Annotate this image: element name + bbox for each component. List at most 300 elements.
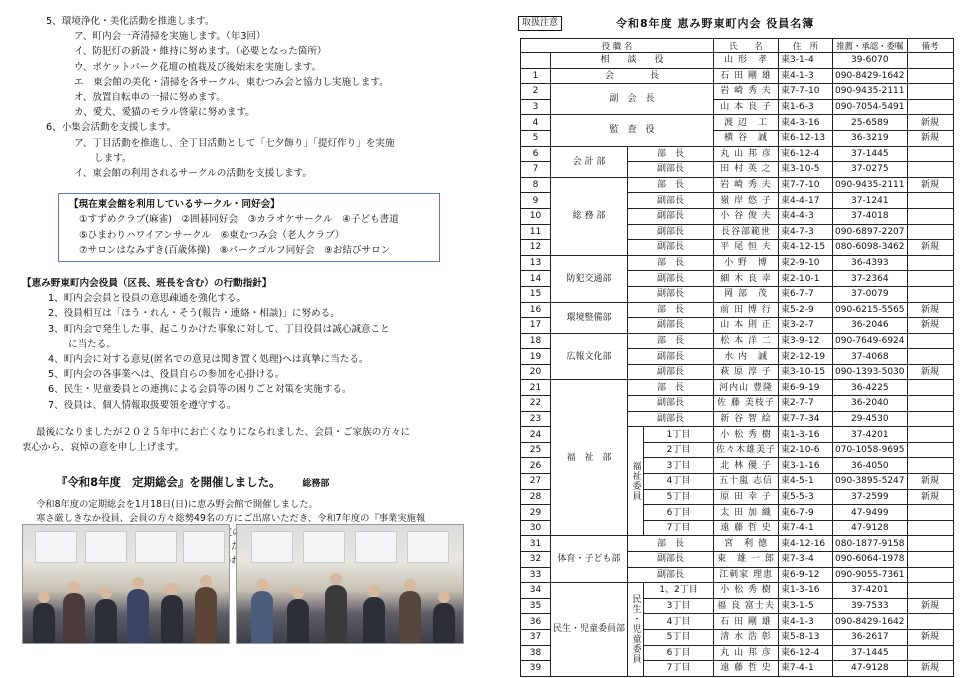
name-cell: 東 雄 一 郎 <box>714 552 779 568</box>
row-number: 4 <box>521 115 551 131</box>
note-cell <box>907 224 953 240</box>
address-cell: 東4-4-17 <box>779 193 833 209</box>
address-cell: 東7-3-4 <box>779 552 833 568</box>
address-cell: 東3-10-5 <box>779 162 833 178</box>
plan-line: オ、放置自転車の一掃に努めます。 <box>74 92 226 104</box>
address-cell: 東1-3-16 <box>779 583 833 599</box>
phone-cell: 080-1877-9158 <box>833 536 907 552</box>
row-number: 2 <box>521 84 551 100</box>
note-cell: 新規 <box>907 661 953 677</box>
plan-line: 6、小集会活動を支援します。 <box>46 122 177 134</box>
name-cell: 佐 藤 美枝子 <box>714 396 779 412</box>
row-number: 19 <box>521 349 551 365</box>
row-number: 39 <box>521 661 551 677</box>
meeting-heading <box>22 475 462 492</box>
address-cell: 東2-12-19 <box>779 349 833 365</box>
phone-cell: 36-4225 <box>833 380 907 396</box>
address-cell: 東5-2-9 <box>779 302 833 318</box>
chome-cell: 2丁目 <box>644 442 714 458</box>
note-cell: 新規 <box>907 598 953 614</box>
name-cell: 原 田 幸 子 <box>714 489 779 505</box>
guideline-item: 3、町内会で発生した事、起こりかけた事象に対して、丁目役員は誠心誠意こと <box>48 323 390 335</box>
role-cell: 副部長 <box>628 349 714 365</box>
guidelines-list <box>22 291 462 413</box>
address-cell: 東6-9-12 <box>779 567 833 583</box>
row-number: 8 <box>521 177 551 193</box>
row-number: 1 <box>521 68 551 84</box>
header-role: 役 職 名 <box>521 39 714 53</box>
name-cell: 水 内 誠 <box>714 349 779 365</box>
name-cell: 山 本 良 子 <box>714 99 779 115</box>
phone-cell: 47-9128 <box>833 661 907 677</box>
row-number: 33 <box>521 567 551 583</box>
chome-cell: 1丁目 <box>644 427 714 443</box>
left-page <box>22 14 462 568</box>
chome-cell: 6丁目 <box>644 505 714 521</box>
table-row <box>521 536 954 552</box>
circle-line: ⑦サロンはなみずき(百歳体操) ⑧パークゴルフ同好会 ⑨お結びサロン <box>79 244 391 256</box>
note-cell <box>907 333 953 349</box>
advisor-phone: 39-6070 <box>833 53 907 69</box>
meeting-line: 寒さ厳しきなか役員、会員の方々総勢49名の方にご出席いただき、令和7年度の『事業実施報 <box>36 513 426 525</box>
department-cell: 環境整備部 <box>551 302 628 333</box>
name-cell: 江刺家 理恵 <box>714 567 779 583</box>
address-cell: 東7-7-34 <box>779 411 833 427</box>
note-cell <box>907 411 953 427</box>
phone-cell: 37-1241 <box>833 193 907 209</box>
note-cell: 新規 <box>907 115 953 131</box>
note-cell <box>907 286 953 302</box>
guideline-item: に当たる。 <box>68 338 116 350</box>
note-cell <box>907 520 953 536</box>
address-cell: 東3-10-15 <box>779 364 833 380</box>
address-cell: 東7-7-10 <box>779 84 833 100</box>
note-cell <box>907 583 953 599</box>
row-number: 32 <box>521 552 551 568</box>
advisor-role: 相 談 役 <box>551 53 714 69</box>
note-cell <box>907 271 953 287</box>
row-number: 9 <box>521 193 551 209</box>
phone-cell: 37-1445 <box>833 146 907 162</box>
department-cell: 広報文化部 <box>551 333 628 380</box>
address-cell: 東4-3-16 <box>779 115 833 131</box>
guideline-item: 2、役員相互は「ほう・れん・そう(報告・連絡・相談)」に努める。 <box>48 308 340 320</box>
role-cell: 部 長 <box>628 255 714 271</box>
table-row <box>521 583 954 599</box>
name-cell: 福 良 富士夫 <box>714 598 779 614</box>
note-cell: 新規 <box>907 318 953 334</box>
table-row <box>521 255 954 271</box>
row-number: 37 <box>521 629 551 645</box>
name-cell: 佐々木雄美子 <box>714 442 779 458</box>
advisor-address: 東3-1-4 <box>779 53 833 69</box>
name-cell: 松 本 洋 二 <box>714 333 779 349</box>
row-number: 21 <box>521 380 551 396</box>
table-row <box>521 177 954 193</box>
phone-cell: 37-4201 <box>833 427 907 443</box>
address-cell: 東1-3-16 <box>779 427 833 443</box>
note-cell <box>907 396 953 412</box>
header-note: 備考 <box>907 39 953 53</box>
name-cell: 岩 崎 秀 夫 <box>714 84 779 100</box>
row-number: 15 <box>521 286 551 302</box>
row-number: 23 <box>521 411 551 427</box>
role-cell: 副部長 <box>628 396 714 412</box>
note-cell <box>907 146 953 162</box>
phone-cell: 090-9435-2111 <box>833 177 907 193</box>
note-cell <box>907 193 953 209</box>
row-number: 18 <box>521 333 551 349</box>
role-cell: 副部長 <box>628 240 714 256</box>
phone-cell: 090-3895-5247 <box>833 474 907 490</box>
table-row <box>521 84 954 100</box>
row-number: 28 <box>521 489 551 505</box>
phone-cell: 36-2040 <box>833 396 907 412</box>
committee-cell: 民生・児童委員 <box>628 583 644 677</box>
address-cell: 東3-1-16 <box>779 458 833 474</box>
note-cell: 新規 <box>907 364 953 380</box>
role-cell: 副部長 <box>628 162 714 178</box>
row-number: 30 <box>521 520 551 536</box>
row-number: 31 <box>521 536 551 552</box>
address-cell: 東4-5-1 <box>779 474 833 490</box>
name-cell: 宮 利 德 <box>714 536 779 552</box>
note-cell: 新規 <box>907 130 953 146</box>
circle-line: ⑤ひまわりハワイアンサークル ⑥東むつみ会（老人クラブ） <box>79 229 345 241</box>
phone-cell: 47-9128 <box>833 520 907 536</box>
phone-cell: 37-1445 <box>833 645 907 661</box>
role-cell: 部 長 <box>628 177 714 193</box>
memorial-line: 衷心から、哀悼の意を申し上げます。 <box>22 442 185 454</box>
phone-cell: 36-2617 <box>833 629 907 645</box>
role-cell: 副部長 <box>628 318 714 334</box>
chome-cell: 5丁目 <box>644 489 714 505</box>
table-row <box>521 68 954 84</box>
row-number <box>521 53 551 69</box>
table-row <box>521 53 954 69</box>
table-row <box>521 146 954 162</box>
meeting-photo-1 <box>22 524 230 644</box>
name-cell: 渡 辺 工 <box>714 115 779 131</box>
note-cell <box>907 567 953 583</box>
table-row <box>521 333 954 349</box>
department-cell: 総 務 部 <box>551 177 628 255</box>
guidelines <box>22 276 462 413</box>
address-cell: 東4-12-16 <box>779 536 833 552</box>
row-number: 29 <box>521 505 551 521</box>
address-cell: 東2-10-6 <box>779 442 833 458</box>
role-cell: 副部長 <box>628 552 714 568</box>
name-cell: 丸 山 邦 彦 <box>714 645 779 661</box>
address-cell: 東3-1-5 <box>779 598 833 614</box>
row-number: 7 <box>521 162 551 178</box>
guidelines-title: 【恵み野東町内会役員（区長、班長を含む）の行動指針】 <box>22 278 272 290</box>
row-number: 26 <box>521 458 551 474</box>
plan-line: ア、町内会一斉清掃を実施します。（年3回） <box>74 31 266 43</box>
address-cell: 東3-9-12 <box>779 333 833 349</box>
phone-cell: 090-8429-1642 <box>833 68 907 84</box>
address-cell: 東3-2-7 <box>779 318 833 334</box>
role-cell: 部 長 <box>628 380 714 396</box>
phone-cell: 36-4050 <box>833 458 907 474</box>
address-cell: 東5-8-13 <box>779 629 833 645</box>
row-number: 16 <box>521 302 551 318</box>
note-cell <box>907 255 953 271</box>
phone-cell: 090-8429-1642 <box>833 614 907 630</box>
phone-cell: 37-4201 <box>833 583 907 599</box>
phone-cell: 47-9499 <box>833 505 907 521</box>
row-number: 22 <box>521 396 551 412</box>
address-cell: 東6-12-4 <box>779 645 833 661</box>
row-number: 13 <box>521 255 551 271</box>
plan-line: ア、丁目活動を推進し、全丁目活動として「七夕飾り」「提灯作り」を実施 <box>74 137 395 149</box>
circle-line: ①すずめクラブ(麻雀) ②囲碁同好会 ③カラオケサークル ④子ども書道 <box>79 214 399 226</box>
address-cell: 東2-9-10 <box>779 255 833 271</box>
role-cell: 副部長 <box>628 271 714 287</box>
role-cell: 副部長 <box>628 224 714 240</box>
address-cell: 東4-1-3 <box>779 614 833 630</box>
name-cell: 遠 藤 哲 史 <box>714 520 779 536</box>
role-cell: 監 査 役 <box>551 115 714 146</box>
meeting-photo-2 <box>236 524 464 644</box>
phone-cell: 25-6589 <box>833 115 907 131</box>
plan-line: ウ、ポケットパーク花壇の植栽及び後始末を実施します。 <box>74 61 322 73</box>
phone-cell: 070-1058-9695 <box>833 442 907 458</box>
memorial-note <box>22 425 462 455</box>
note-cell <box>907 614 953 630</box>
row-number: 17 <box>521 318 551 334</box>
note-cell <box>907 380 953 396</box>
phone-cell: 090-7649-6924 <box>833 333 907 349</box>
row-number: 14 <box>521 271 551 287</box>
name-cell: 遠 藤 哲 史 <box>714 661 779 677</box>
phone-cell: 090-9055-7361 <box>833 567 907 583</box>
row-number: 34 <box>521 583 551 599</box>
note-cell: 新規 <box>907 302 953 318</box>
meeting-title: 『令和8年度 定期総会』を開催しました。 <box>56 475 281 490</box>
chome-cell: 4丁目 <box>644 614 714 630</box>
address-cell: 東4-12-15 <box>779 240 833 256</box>
address-cell: 東7-4-1 <box>779 520 833 536</box>
role-cell: 部 長 <box>628 146 714 162</box>
phone-cell: 090-9435-2111 <box>833 84 907 100</box>
note-cell: 新規 <box>907 474 953 490</box>
note-cell <box>907 427 953 443</box>
name-cell: 小 松 秀 樹 <box>714 427 779 443</box>
note-cell: 新規 <box>907 240 953 256</box>
phone-cell: 090-1393-5030 <box>833 364 907 380</box>
name-cell: 長谷部範世 <box>714 224 779 240</box>
row-number: 35 <box>521 598 551 614</box>
note-cell <box>907 162 953 178</box>
name-cell: 田 村 英 之 <box>714 162 779 178</box>
role-cell: 副部長 <box>628 208 714 224</box>
address-cell: 東6-12-13 <box>779 130 833 146</box>
phone-cell: 090-6064-1978 <box>833 552 907 568</box>
address-cell: 東6-12-4 <box>779 146 833 162</box>
department-cell: 防犯交通部 <box>551 255 628 302</box>
phone-cell: 36-4393 <box>833 255 907 271</box>
name-cell: 石 田 剛 雄 <box>714 68 779 84</box>
chome-cell: 7丁目 <box>644 661 714 677</box>
phone-cell: 090-6215-5565 <box>833 302 907 318</box>
note-cell <box>907 442 953 458</box>
plan-line: イ、東会館の利用されるサークルの活動を支援します。 <box>74 168 312 180</box>
role-cell: 部 長 <box>628 302 714 318</box>
note-cell <box>907 208 953 224</box>
note-cell <box>907 645 953 661</box>
guideline-item: 5、町内会の各事業へは、役員自らの参加を心掛ける。 <box>48 369 285 381</box>
meeting-line: 令和8年度の定期総会を1月18日(日)に恵み野会館で開催しました。 <box>36 499 318 511</box>
role-cell: 副部長 <box>628 364 714 380</box>
row-number: 38 <box>521 645 551 661</box>
phone-cell: 36-3219 <box>833 130 907 146</box>
advisor-note <box>907 53 953 69</box>
note-cell: 新規 <box>907 177 953 193</box>
department-cell: 会 計 部 <box>551 146 628 177</box>
name-cell: 平 尾 恒 夫 <box>714 240 779 256</box>
role-cell: 副部長 <box>628 286 714 302</box>
plan-line: エ 東会館の美化・清掃を各サークル、東むつみ会と協力し実施します。 <box>74 76 389 88</box>
address-cell: 東5-5-3 <box>779 489 833 505</box>
role-cell: 部 長 <box>628 333 714 349</box>
circle-box <box>58 193 440 262</box>
role-cell: 副部長 <box>628 411 714 427</box>
phone-cell: 29-4530 <box>833 411 907 427</box>
note-cell <box>907 536 953 552</box>
name-cell: 新 谷 智 絵 <box>714 411 779 427</box>
row-number: 24 <box>521 427 551 443</box>
note-cell <box>907 458 953 474</box>
phone-cell: 39-7533 <box>833 598 907 614</box>
name-cell: 萩 原 淳 子 <box>714 364 779 380</box>
row-number: 10 <box>521 208 551 224</box>
department-cell: 福 祉 部 <box>551 380 628 536</box>
address-cell: 東6-7-9 <box>779 505 833 521</box>
chome-cell: 3丁目 <box>644 458 714 474</box>
note-cell <box>907 349 953 365</box>
chome-cell: 6丁目 <box>644 645 714 661</box>
row-number: 12 <box>521 240 551 256</box>
name-cell: 北 林 優 子 <box>714 458 779 474</box>
phone-cell: 090-6897-2207 <box>833 224 907 240</box>
row-number: 6 <box>521 146 551 162</box>
name-cell: 小 松 秀 樹 <box>714 583 779 599</box>
name-cell: 細 木 良 幸 <box>714 271 779 287</box>
address-cell: 東7-4-1 <box>779 661 833 677</box>
table-row <box>521 302 954 318</box>
note-cell <box>907 99 953 115</box>
memorial-line: 最後になりましたが２０２５年中にお亡くなりになられました、会員・ご家族の方々に <box>36 426 411 438</box>
address-cell: 東2-10-1 <box>779 271 833 287</box>
header-address: 住 所 <box>779 39 833 53</box>
address-cell: 東7-7-10 <box>779 177 833 193</box>
address-cell: 東4-4-3 <box>779 208 833 224</box>
name-cell: 岡 部 茂 <box>714 286 779 302</box>
row-number: 11 <box>521 224 551 240</box>
phone-cell: 080-6098-3462 <box>833 240 907 256</box>
circle-box-title: 【現在東会館を利用しているサークル・同好会】 <box>69 199 280 211</box>
guideline-item: 6、民生・児童委員との連携による会員等の困りごと対策を実施する。 <box>48 384 352 396</box>
row-number: 36 <box>521 614 551 630</box>
phone-cell: 37-0275 <box>833 162 907 178</box>
department-cell: 民生・児童委員部 <box>551 583 628 677</box>
address-cell: 東1-6-3 <box>779 99 833 115</box>
address-cell: 東6-9-19 <box>779 380 833 396</box>
role-cell: 副部長 <box>628 193 714 209</box>
guideline-item: 4、町内会に対する意見(匿名での意見は聞き置く処理)へは真摯に当たる。 <box>48 354 369 366</box>
plan-line: 5、環境浄化・美化活動を推進します。 <box>46 16 215 27</box>
note-cell <box>907 84 953 100</box>
address-cell: 東4-7-3 <box>779 224 833 240</box>
name-cell: 清 水 浩 彰 <box>714 629 779 645</box>
phone-cell: 36-2046 <box>833 318 907 334</box>
row-number: 25 <box>521 442 551 458</box>
guideline-item: 1、町内会会員と役員の意思疎通を強化する。 <box>48 293 246 305</box>
chome-cell: 5丁目 <box>644 629 714 645</box>
table-row <box>521 380 954 396</box>
department-cell: 体育・子ども部 <box>551 536 628 583</box>
row-number: 5 <box>521 130 551 146</box>
name-cell: 五十嵐 志信 <box>714 474 779 490</box>
name-cell: 嶺 岸 悠 子 <box>714 193 779 209</box>
note-cell: 新規 <box>907 629 953 645</box>
chome-cell: 3丁目 <box>644 598 714 614</box>
roster-title: 令和8年度 恵み野東町内会 役員名簿 <box>616 17 815 30</box>
chome-cell: 4丁目 <box>644 474 714 490</box>
phone-cell: 37-2364 <box>833 271 907 287</box>
role-cell: 部 長 <box>628 536 714 552</box>
row-number: 20 <box>521 364 551 380</box>
handle-with-care-tag: 取扱注意 <box>518 16 562 31</box>
committee-cell: 福祉委員 <box>628 427 644 536</box>
row-number: 3 <box>521 99 551 115</box>
meeting-dept: 総務部 <box>302 479 330 490</box>
chome-cell: 7丁目 <box>644 520 714 536</box>
note-cell <box>907 552 953 568</box>
address-cell: 東2-7-7 <box>779 396 833 412</box>
name-cell: 丸 山 邦 彦 <box>714 146 779 162</box>
phone-cell: 37-4018 <box>833 208 907 224</box>
phone-cell: 37-0079 <box>833 286 907 302</box>
row-number: 27 <box>521 474 551 490</box>
officer-roster-table <box>520 38 954 677</box>
plan-line: イ、防犯灯の新設・維持に努めます。（必要となった箇所） <box>74 46 327 58</box>
role-cell: 副部長 <box>628 567 714 583</box>
activity-plan <box>22 14 462 181</box>
chome-cell: 1、2丁目 <box>644 583 714 599</box>
plan-line: カ、愛犬、愛猫のモラル啓蒙に努めます。 <box>74 107 255 119</box>
name-cell: 河内山 豊隆 <box>714 380 779 396</box>
address-cell: 東4-1-3 <box>779 68 833 84</box>
name-cell: 岩 崎 秀 夫 <box>714 177 779 193</box>
note-cell: 新規 <box>907 489 953 505</box>
name-cell: 前 田 博 行 <box>714 302 779 318</box>
phone-cell: 090-7054-5491 <box>833 99 907 115</box>
name-cell: 小 谷 俊 夫 <box>714 208 779 224</box>
phone-cell: 37-4068 <box>833 349 907 365</box>
address-cell: 東6-7-7 <box>779 286 833 302</box>
role-cell: 副 会 長 <box>551 84 714 115</box>
name-cell: 山 本 則 正 <box>714 318 779 334</box>
name-cell: 小 野 博 <box>714 255 779 271</box>
header-phone: 推薦・承認・委嘱 <box>833 39 907 53</box>
note-cell <box>907 68 953 84</box>
guideline-item: 7、役員は、個人情報取扱要領を遵守する。 <box>48 399 237 411</box>
note-cell <box>907 505 953 521</box>
name-cell: 横 谷 誠 <box>714 130 779 146</box>
advisor-name: 山 形 孝 <box>714 53 779 69</box>
